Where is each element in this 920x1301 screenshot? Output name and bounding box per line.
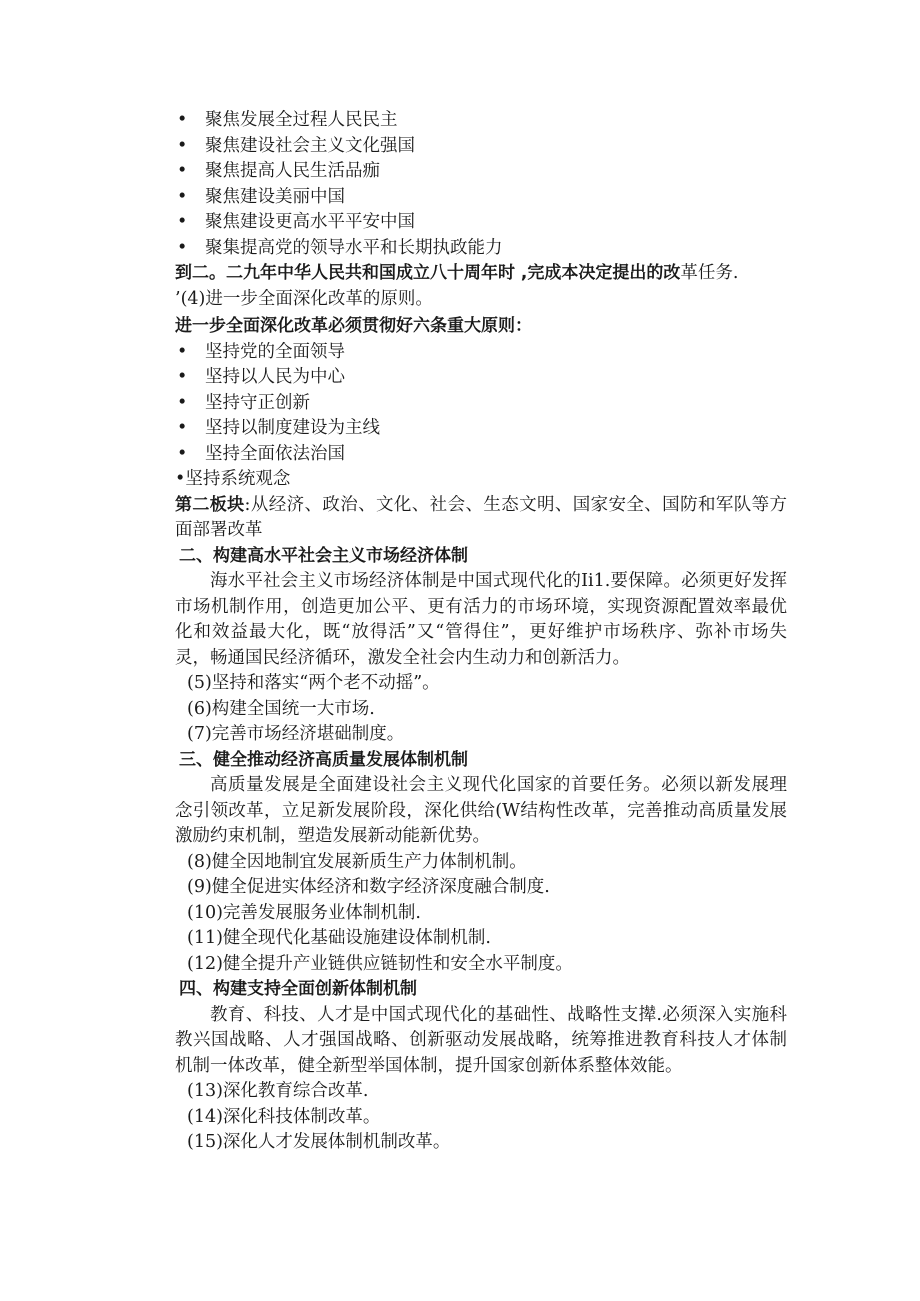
list-item: • 坚持党的全面领导 bbox=[175, 340, 787, 366]
bullet-icon: • bbox=[177, 418, 188, 438]
list-item: • 坚持守正创新 bbox=[175, 391, 787, 417]
list-item: (12)健全提升产业链供应链韧性和安全水平制度。 bbox=[187, 953, 573, 974]
bullet-icon: • bbox=[177, 186, 188, 207]
list-item: (6)构建全国统一大市场. bbox=[187, 698, 375, 719]
list-item: (10)完善发展服务业体制机制. bbox=[187, 902, 421, 923]
list-item: • 聚焦提高人民生活品痂 bbox=[175, 159, 787, 185]
principles-list bbox=[175, 340, 787, 468]
list-item: • 聚焦建设更高水平平安中国 bbox=[175, 210, 787, 236]
bullet-icon: • bbox=[177, 161, 188, 181]
focus-list bbox=[175, 108, 787, 261]
paragraph: 海水平社会主义市场经济体制是中国式现代化的Ii1.要保障。必须更好发挥市场机制作用，创造更加公平、更有活力的市场环境，实现资源配置效率最优化和效益最大化，既“放得活”又“管得住”，更好维护市场秩序、弥补市场失灵，畅通国民经济循环，激发全社会内生动力和创新活力。 bbox=[175, 571, 787, 668]
list-item: •坚持系统观念 bbox=[175, 469, 291, 489]
bullet-icon: • bbox=[177, 212, 188, 232]
list-item: (14)深化科技体制改革。 bbox=[187, 1106, 381, 1127]
list-item: (8)健全因地制宜发展新质生产力体制机制。 bbox=[187, 851, 527, 872]
section-title: ’(4)进一步全面深化改革的原则。 bbox=[175, 288, 433, 309]
paragraph: 高质量发展是全面建设社会主义现代化国家的首要任务。必须以新发展理念引领改革，立足新发展阶段，深化供给(W结构性改革，完善推动高质量发展激励约束机制，塑造发展新动能新优势。 bbox=[175, 775, 787, 846]
list-item: (13)深化教育综合改革. bbox=[187, 1081, 369, 1101]
section-heading: 二、构建高水平社会主义市场经济体制 bbox=[179, 545, 468, 566]
bullet-icon: • bbox=[177, 135, 188, 156]
principles-intro: 进一步全面深化改革必须贯彻好六条重大原则： bbox=[175, 316, 532, 336]
list-item: • 聚焦建设美丽中国 bbox=[175, 185, 787, 211]
bullet-icon: • bbox=[177, 341, 188, 362]
bullet-icon: • bbox=[177, 367, 188, 387]
list-item: (15)深化人才发展体制机制改革。 bbox=[187, 1132, 451, 1152]
bullet-icon: • bbox=[177, 110, 188, 130]
deadline-statement: 到二。二九年中华人民共和国成立八十周年时 ,完成本决定提出的改革任务. bbox=[175, 263, 739, 283]
list-item: • 坚持全面依法治国 bbox=[175, 442, 787, 468]
list-item: • 聚焦建设社会主义文化强国 bbox=[175, 134, 787, 160]
list-item: • 坚持以人民为中心 bbox=[175, 365, 787, 391]
bullet-icon: • bbox=[177, 392, 188, 413]
section-heading: 四、构建支持全面创新体制机制 bbox=[179, 979, 417, 999]
list-item: • 坚持以制度建设为主线 bbox=[175, 416, 787, 442]
block-two-intro: 第二板块:从经济、政治、文化、社会、生态文明、国家安全、国防和军队等方面部署改革 bbox=[175, 494, 787, 540]
document-body bbox=[175, 108, 787, 1156]
list-item: (5)坚持和落实“两个老不动摇”。 bbox=[187, 673, 440, 693]
bullet-icon: • bbox=[177, 443, 188, 464]
paragraph: 教育、科技、人才是中国式现代化的基础性、战略性支撵.必须深入实施科教兴国战略、人才强国战略、创新驱动发展战略，统筹推进教育科技人才体制机制一体改革，健全新型举国体制，提升国家创新体系整体效能。 bbox=[175, 1004, 787, 1076]
list-item: • 聚集提高党的领导水平和长期执政能力 bbox=[175, 236, 787, 262]
list-item: (11)健全现代化基础设施建设体制机制. bbox=[187, 928, 491, 948]
list-item: • 聚焦发展全过程人民民主 bbox=[175, 108, 787, 134]
list-item: (9)健全促进实体经济和数字经济深度融合制度. bbox=[187, 877, 550, 897]
list-item: (7)完善市场经济堪础制度。 bbox=[187, 724, 405, 744]
section-heading: 三、健全推动经济高质量发展体制机制 bbox=[179, 749, 468, 770]
bullet-icon: • bbox=[177, 237, 188, 258]
